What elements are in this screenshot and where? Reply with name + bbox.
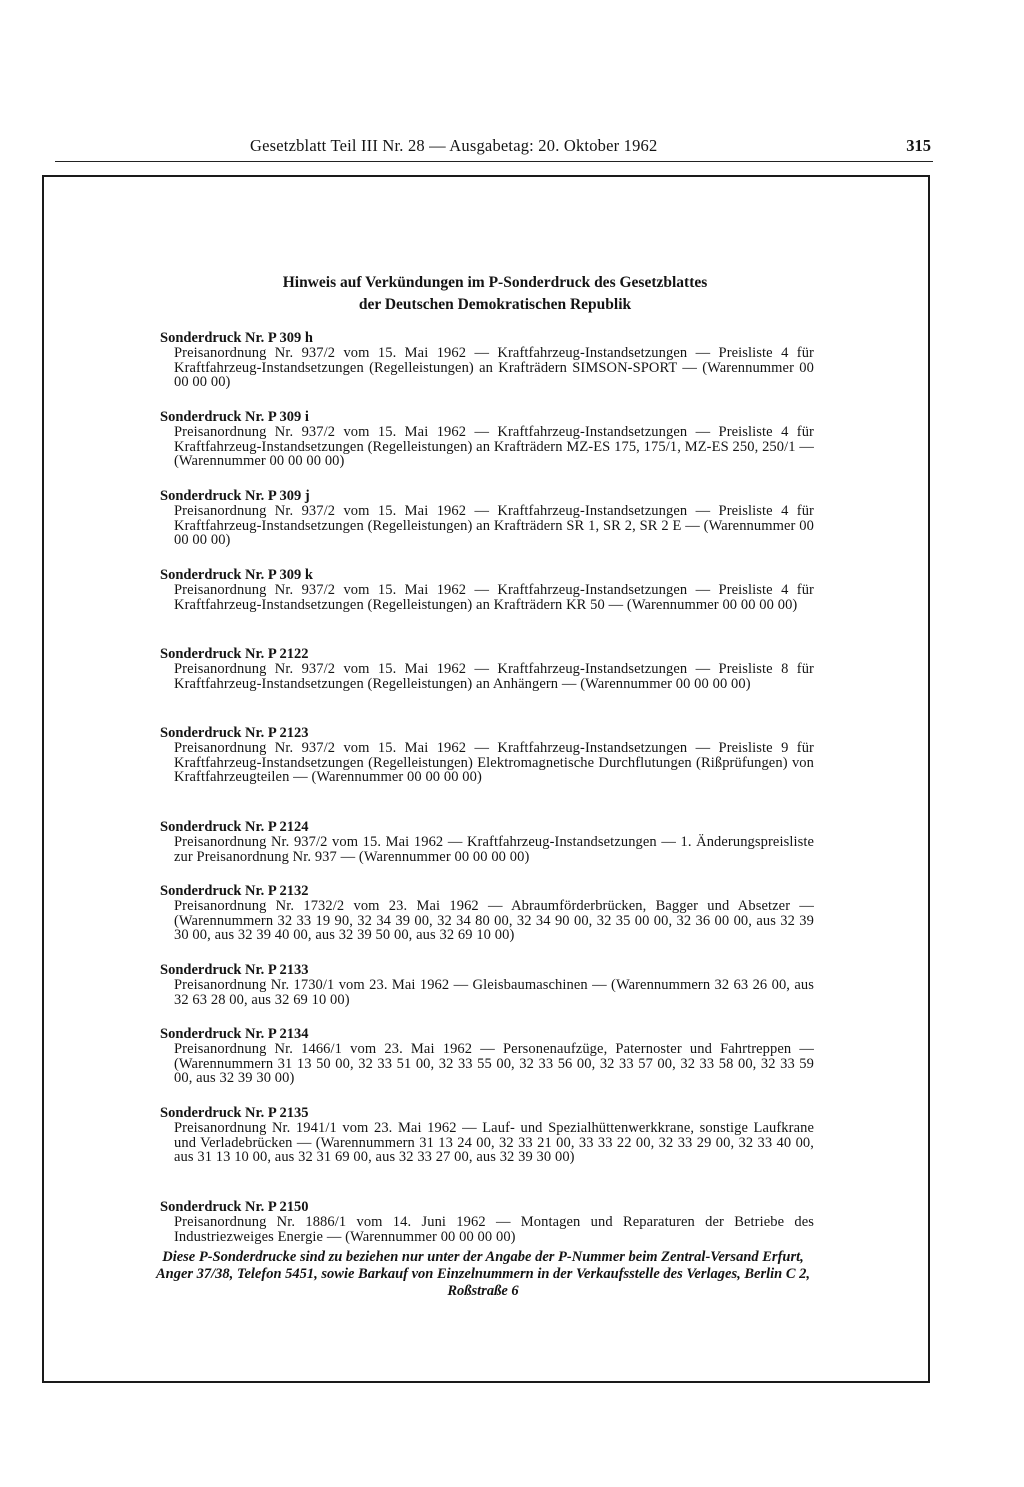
entry-text: Preisanordnung Nr. 937/2 vom 15. Mai 1962 — Kraftfahrzeug-Instandsetzungen — Preisliste 4 für Kraftfahrzeug-Instandsetzungen (Regelleistungen) an Krafträdern MZ-ES 175, 175/1, MZ-ES 250, 250/1 — (Warennummer 00 00 00 00)	[174, 424, 814, 469]
entry-heading: Sonderdruck Nr. P 309 k	[160, 567, 313, 583]
entry-heading: Sonderdruck Nr. P 2123	[160, 725, 309, 741]
entry-text: Preisanordnung Nr. 937/2 vom 15. Mai 1962 — Kraftfahrzeug-Instandsetzungen — Preisliste 4 für Kraftfahrzeug-Instandsetzungen (Regelleistungen) an Krafträdern SR 1, SR 2, SR 2 E — (Warennummer 00 00 00 00)	[174, 503, 814, 548]
list-item	[152, 409, 814, 488]
entry-list	[152, 330, 814, 1263]
list-item	[152, 962, 814, 1026]
entry-heading: Sonderdruck Nr. P 309 j	[160, 488, 310, 504]
list-item	[152, 883, 814, 962]
entry-text: Preisanordnung Nr. 1730/1 vom 23. Mai 1962 — Gleisbaumaschinen — (Warennummern 32 63 26 00, aus 32 63 28 00, aus 32 69 10 00)	[174, 977, 814, 1008]
entry-heading: Sonderdruck Nr. P 2135	[160, 1105, 309, 1121]
running-title: Gesetzblatt Teil III Nr. 28 — Ausgabetag: 20. Oktober 1962	[250, 136, 658, 155]
entry-heading: Sonderdruck Nr. P 2150	[160, 1199, 309, 1215]
header-rule	[55, 161, 933, 162]
list-item	[152, 567, 814, 646]
entry-heading: Sonderdruck Nr. P 309 h	[160, 330, 313, 346]
entry-text: Preisanordnung Nr. 937/2 vom 15. Mai 1962 — Kraftfahrzeug-Instandsetzungen — Preisliste 8 für Kraftfahrzeug-Instandsetzungen (Regelleistungen) an Anhängern — (Warennummer 00 00 00 00)	[174, 661, 814, 692]
ordering-note: Diese P-Sonderdrucke sind zu beziehen nur unter der Angabe der P-Nummer beim Zentral-Versand Erfurt, Anger 37/38, Telefon 5451, sowie Barkauf von Einzelnummern in der Verkaufsstelle des Verlages, Berlin C 2, Roßstraße 6	[155, 1249, 811, 1299]
list-item	[152, 1026, 814, 1105]
entry-text: Preisanordnung Nr. 937/2 vom 15. Mai 1962 — Kraftfahrzeug-Instandsetzungen — Preisliste 9 für Kraftfahrzeug-Instandsetzungen (Regelleistungen) Elektromagnetische Durchflutungen (Rißprüfungen) von Kraftfahrzeugteilen — (Warennummer 00 00 00 00)	[174, 740, 814, 785]
entry-text: Preisanordnung Nr. 1941/1 vom 23. Mai 1962 — Lauf- und Spezialhüttenwerkkrane, sonstige Laufkrane und Verladebrücken — (Warennummern 31 13 24 00, 32 33 21 00, 33 33 22 00, 32 33 29 00, 32 33 40 00, aus 31 13 10 00, aus 32 31 69 00, aus 32 33 27 00, aus 32 39 30 00)	[174, 1120, 814, 1165]
entry-heading: Sonderdruck Nr. P 309 i	[160, 409, 309, 425]
list-item	[152, 488, 814, 567]
notice-title-line-2: der Deutschen Demokratischen Republik	[358, 296, 632, 313]
entry-heading: Sonderdruck Nr. P 2124	[160, 819, 309, 835]
page-number: 315	[906, 136, 931, 155]
entry-text: Preisanordnung Nr. 937/2 vom 15. Mai 1962 — Kraftfahrzeug-Instandsetzungen — Preisliste 4 für Kraftfahrzeug-Instandsetzungen (Regelleistungen) an Krafträdern KR 50 — (Warennummer 00 00 00 00)	[174, 582, 814, 613]
entry-heading: Sonderdruck Nr. P 2134	[160, 1026, 309, 1042]
entry-heading: Sonderdruck Nr. P 2122	[160, 646, 309, 662]
notice-title-line-1: Hinweis auf Verkündungen im P-Sonderdruck des Gesetzblattes	[282, 274, 708, 291]
entry-text: Preisanordnung Nr. 1466/1 vom 23. Mai 1962 — Personenaufzüge, Paternoster und Fahrtreppen — (Warennummern 31 13 50 00, 32 33 51 00, 32 33 55 00, 32 33 56 00, 32 33 57 00, 32 33 58 00, 32 33 59 00, aus 32 39 30 00)	[174, 1041, 814, 1086]
entry-text: Preisanordnung Nr. 937/2 vom 15. Mai 1962 — Kraftfahrzeug-Instandsetzungen — Preisliste 4 für Kraftfahrzeug-Instandsetzungen (Regelleistungen) an Krafträdern SIMSON-SPORT — (Warennummer 00 00 00 00)	[174, 345, 814, 390]
list-item	[152, 725, 814, 819]
list-item	[152, 819, 814, 883]
page-header	[55, 136, 933, 160]
entry-text: Preisanordnung Nr. 1886/1 vom 14. Juni 1962 — Montagen und Reparaturen der Betriebe des Industriezweiges Energie — (Warennummer 00 00 00 00)	[174, 1214, 814, 1245]
entry-heading: Sonderdruck Nr. P 2132	[160, 883, 309, 899]
list-item	[152, 646, 814, 725]
list-item	[152, 330, 814, 409]
notice-title	[180, 272, 810, 316]
entry-text: Preisanordnung Nr. 1732/2 vom 23. Mai 1962 — Abraumförderbrücken, Bagger und Absetzer — (Warennummern 32 33 19 90, 32 34 39 00, 32 34 80 00, 32 34 90 00, 32 35 00 00, 32 36 00 00, aus 32 39 30 00, aus 32 39 40 00, aus 32 39 50 00, aus 32 69 10 00)	[174, 898, 814, 943]
entry-text: Preisanordnung Nr. 937/2 vom 15. Mai 1962 — Kraftfahrzeug-Instandsetzungen — 1. Änderungspreisliste zur Preisanordnung Nr. 937 — (Warennummer 00 00 00 00)	[174, 834, 814, 865]
entry-heading: Sonderdruck Nr. P 2133	[160, 962, 309, 978]
list-item	[152, 1105, 814, 1199]
